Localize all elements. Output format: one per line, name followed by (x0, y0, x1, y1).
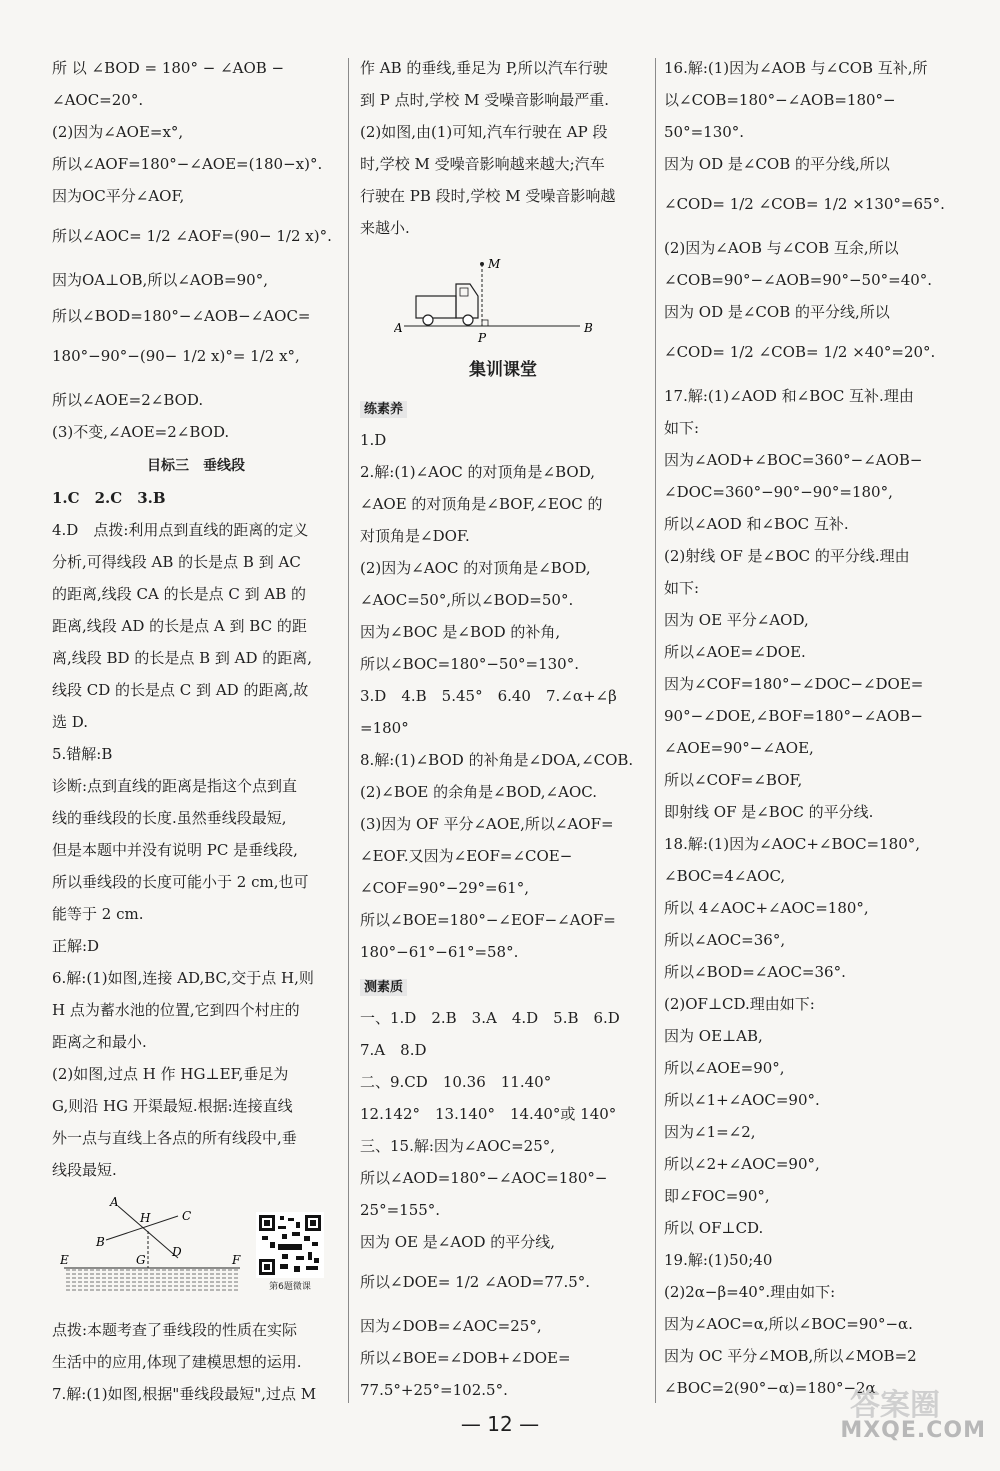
text-line: 二、9.CD 10.36 11.40° (360, 1073, 552, 1091)
text-line: (2)因为∠AOB 与∠COB 互余,所以 (664, 239, 899, 257)
text-line: H 点为蓄水池的位置,它到四个村庄的 (52, 1001, 300, 1019)
watermark-logo: 答案圈 (850, 1388, 940, 1423)
truck-wheel (463, 315, 473, 325)
text-line: (2)如图,由(1)可知,汽车行驶在 AP 段 (360, 123, 608, 141)
text-line: 如下: (664, 419, 700, 437)
text-line: 2.解:(1)∠AOC 的对顶角是∠BOD, (360, 463, 595, 481)
text-line: 距离,线段 AD 的长是点 A 到 BC 的距 (52, 617, 307, 635)
text-line: ∠BOC=4∠AOC, (664, 867, 786, 885)
text-line: (2)∠BOE 的余角是∠BOD,∠AOC. (360, 783, 597, 801)
column-divider (348, 58, 349, 1403)
label-g: G (136, 1253, 146, 1267)
text-line: 因为∠AOC=α,所以∠BOC=90°−α. (664, 1315, 913, 1333)
text-line: ∠COD= 1/2 ∠COB= 1/2 ×40°=20°. (664, 343, 936, 361)
qr-code[interactable] (256, 1212, 324, 1290)
label-p: P (478, 331, 487, 345)
text-line: 8.解:(1)∠BOD 的补角是∠DOA,∠COB. (360, 751, 634, 769)
text-line: 因为 OE⊥AB, (664, 1027, 763, 1045)
label-d: D (172, 1245, 182, 1259)
text-line: 16.解:(1)因为∠AOB 与∠COB 互补,所 (664, 59, 928, 77)
text-line: 对顶角是∠DOF. (360, 527, 470, 545)
label-b: B (584, 321, 593, 335)
text-line: 所以∠BOE=∠DOB+∠DOE= (360, 1349, 571, 1367)
section-tag: 测素质 (360, 979, 407, 996)
label-f: F (232, 1253, 241, 1267)
text-line: 3.D 4.B 5.45° 6.40 7.∠α+∠β (360, 687, 617, 705)
text-line: 17.解:(1)∠AOD 和∠BOC 互补.理由 (664, 387, 914, 405)
text-line: G,则沿 HG 开渠最短.根据:连接直线 (52, 1097, 293, 1115)
text-line: 作 AB 的垂线,垂足为 P,所以汽车行驶 (360, 59, 608, 77)
text-line: 线段最短. (52, 1161, 117, 1179)
label-a: A (110, 1196, 119, 1209)
text-line: ∠AOE 的对顶角是∠BOF,∠EOC 的 (360, 495, 603, 513)
text-line: 所以∠AOC=36°, (664, 931, 786, 949)
text-line: 所以∠AOD=180°−∠AOC=180°− (360, 1169, 608, 1187)
label-a: A (394, 321, 403, 335)
text-line: ∠AOC=20°. (52, 91, 144, 109)
text-line: 因为∠COF=180°−∠DOC−∠DOE= (664, 675, 924, 693)
text-line: 所以 OF⊥CD. (664, 1219, 764, 1237)
text-line: 所以∠BOC=180°−50°=130°. (360, 655, 579, 673)
section-label (360, 976, 407, 998)
text-line: =180° (360, 719, 409, 737)
text-line: 线的垂线段的长度.虽然垂线段最短, (52, 809, 287, 827)
text-line: (2)2α−β=40°.理由如下: (664, 1283, 836, 1301)
text-line: 5.错解:B (52, 745, 113, 763)
text-line: 25°=155°. (360, 1201, 441, 1219)
text-line: 能等于 2 cm. (52, 905, 144, 923)
text-line: 即∠FOC=90°, (664, 1187, 770, 1205)
qr-pattern (256, 1212, 324, 1278)
page-number: — 12 — (460, 1412, 540, 1436)
text-line: 分析,可得线段 AB 的长是点 B 到 AC (52, 553, 301, 571)
section-label (360, 398, 407, 420)
text-line: (2)如图,过点 H 作 HG⊥EF,垂足为 (52, 1065, 289, 1083)
text-line: 到 P 点时,学校 M 受噪音影响最严重. (360, 91, 610, 109)
text-line: 所以∠BOD=∠AOC=36°. (664, 963, 846, 981)
text-line: 所以∠AOE=90°, (664, 1059, 785, 1077)
text-line: 因为 OE 平分∠AOD, (664, 611, 809, 629)
text-line: ∠COB=90°−∠AOB=90°−50°=40°. (664, 271, 933, 289)
text-line: ∠BOC=2(90°−α)=180°−2α (664, 1379, 876, 1397)
label-e: E (60, 1253, 69, 1267)
text-line: 正解:D (52, 937, 100, 955)
text-line: 1.C 2.C 3.B (52, 489, 166, 507)
text-line: 1.D (360, 431, 387, 449)
text-line: 180°−61°−61°=58°. (360, 943, 519, 961)
text-line: 因为 OE 是∠AOD 的平分线, (360, 1233, 556, 1251)
text-line: 90°−∠DOE,∠BOF=180°−∠AOB− (664, 707, 923, 725)
label-b: B (96, 1235, 105, 1249)
text-line: 所以垂线段的长度可能小于 2 cm,也可 (52, 873, 309, 891)
text-line: ∠EOF.又因为∠EOF=∠COE− (360, 847, 573, 865)
text-line: (2)因为∠AOC 的对顶角是∠BOD, (360, 559, 591, 577)
watermark: MXQE.COM (840, 1418, 986, 1443)
text-line: (3)因为 OF 平分∠AOE,所以∠AOF= (360, 815, 614, 833)
text-line: 因为∠AOD+∠BOC=360°−∠AOB− (664, 451, 923, 469)
text-line: 所以∠BOE=180°−∠EOF−∠AOF= (360, 911, 616, 929)
text-line: 距离之和最小. (52, 1033, 147, 1051)
truck-wheel (423, 315, 433, 325)
text-line: 的距离,线段 CA 的长是点 C 到 AB 的 (52, 585, 307, 603)
text-line: 外一点与直线上各点的所有线段中,垂 (52, 1129, 297, 1147)
text-line: 所 以 ∠BOD = 180° − ∠AOB − (52, 59, 285, 77)
qr-caption: 第6题微课 (269, 1282, 311, 1292)
text-line: 因为∠DOB=∠AOC=25°, (360, 1317, 542, 1335)
text-line: 所以∠AOC= 1/2 ∠AOF=(90− 1/2 x)°. (52, 227, 332, 245)
label-c: C (182, 1209, 192, 1223)
text-line: 180°−90°−(90− 1/2 x)°= 1/2 x°, (52, 347, 300, 365)
text-line: 7.解:(1)如图,根据"垂线段最短",过点 M (52, 1385, 317, 1403)
text-line: 12.142° 13.140° 14.40°或 140° (360, 1105, 617, 1123)
text-line: 如下: (664, 579, 700, 597)
text-line: 所以∠AOD 和∠BOC 互补. (664, 515, 849, 533)
text-line: 77.5°+25°=102.5°. (360, 1381, 508, 1399)
text-line: (2)因为∠AOE=x°, (52, 123, 184, 141)
text-line: 所以∠BOD=180°−∠AOB−∠AOC= (52, 307, 311, 325)
text-line: 因为∠BOC 是∠BOD 的补角, (360, 623, 561, 641)
label-m: M (488, 257, 501, 271)
text-line: 点拨:本题考查了垂线段的性质在实际 (52, 1321, 298, 1339)
text-line: 所以∠COF=∠BOF, (664, 771, 803, 789)
text-line: 因为 OD 是∠COB 的平分线,所以 (664, 303, 890, 321)
right-angle-mark (482, 320, 488, 326)
truck-road-figure (394, 254, 604, 346)
text-line: 所以∠2+∠AOC=90°, (664, 1155, 820, 1173)
text-line: 三、15.解:因为∠AOC=25°, (360, 1137, 556, 1155)
text-line: 一、1.D 2.B 3.A 4.D 5.B 6.D (360, 1009, 620, 1027)
text-line: ∠AOC=50°,所以∠BOD=50°. (360, 591, 574, 609)
text-line: 但是本题中并没有说明 PC 是垂线段, (52, 841, 298, 859)
text-line: (2)OF⊥CD.理由如下: (664, 995, 815, 1013)
text-line: (2)射线 OF 是∠BOC 的平分线.理由 (664, 547, 910, 565)
text-line: 诊断:点到直线的距离是指这个点到直 (52, 777, 298, 795)
text-line: 19.解:(1)50;40 (664, 1251, 773, 1269)
text-line: ∠COF=90°−29°=61°, (360, 879, 529, 897)
text-line: 18.解:(1)因为∠AOC+∠BOC=180°, (664, 835, 921, 853)
text-line: 来越小. (360, 219, 410, 237)
text-line: 50°=130°. (664, 123, 745, 141)
river-area (64, 1269, 240, 1293)
text-line: 即射线 OF 是∠BOC 的平分线. (664, 803, 874, 821)
text-line: 所以∠AOE=∠DOE. (664, 643, 806, 661)
village-reservoir-figure (60, 1196, 250, 1306)
section-title: 集训课堂 (469, 360, 537, 380)
text-line: 行驶在 PB 段时,学校 M 受噪音影响越 (360, 187, 616, 205)
text-line: 4.D 点拨:利用点到直线的距离的定义 (52, 521, 309, 539)
point-m (480, 262, 484, 266)
text-line: 所以∠DOE= 1/2 ∠AOD=77.5°. (360, 1273, 591, 1291)
section-tag: 练素养 (360, 401, 407, 418)
text-line: 时,学校 M 受噪音影响越来越大;汽车 (360, 155, 605, 173)
text-line: 因为OA⊥OB,所以∠AOB=90°, (52, 271, 268, 289)
text-line: 所以 4∠AOC+∠AOC=180°, (664, 899, 869, 917)
text-line: 所以∠1+∠AOC=90°. (664, 1091, 820, 1109)
text-line: 所以∠AOF=180°−∠AOE=(180−x)°. (52, 155, 323, 173)
text-line: 以∠COB=180°−∠AOB=180°− (664, 91, 896, 109)
section-heading: 目标三 垂线段 (147, 458, 245, 474)
truck-window (460, 288, 468, 296)
text-line: (3)不变,∠AOE=2∠BOD. (52, 423, 230, 441)
text-line: 线段 CD 的长是点 C 到 AD 的距离,故 (52, 681, 309, 699)
text-line: 因为OC平分∠AOF, (52, 187, 185, 205)
text-line: ∠DOC=360°−90°−90°=180°, (664, 483, 893, 501)
text-line: 生活中的应用,体现了建模思想的运用. (52, 1353, 302, 1371)
text-line: ∠COD= 1/2 ∠COB= 1/2 ×130°=65°. (664, 195, 945, 213)
text-line: 因为∠1=∠2, (664, 1123, 756, 1141)
text-line: 6.解:(1)如图,连接 AD,BC,交于点 H,则 (52, 969, 314, 987)
text-line: ∠AOE=90°−∠AOE, (664, 739, 814, 757)
text-line: 所以∠AOE=2∠BOD. (52, 391, 204, 409)
text-line: 7.A 8.D (360, 1041, 427, 1059)
truck-cab (456, 284, 478, 318)
column-divider (655, 58, 656, 1403)
text-line: 选 D. (52, 713, 89, 731)
text-line: 离,线段 BD 的长是点 B 到 AD 的距离, (52, 649, 313, 667)
label-h: H (140, 1211, 151, 1225)
text-line: 因为 OC 平分∠MOB,所以∠MOB=2 (664, 1347, 917, 1365)
truck-body (416, 296, 456, 318)
text-line: 因为 OD 是∠COB 的平分线,所以 (664, 155, 890, 173)
